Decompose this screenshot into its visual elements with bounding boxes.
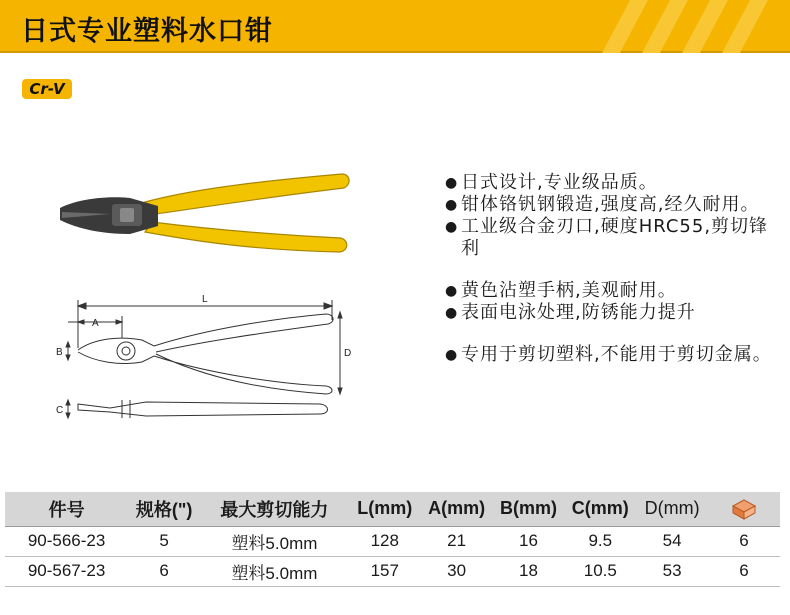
col-header-B: B(mm) [493, 492, 565, 526]
table-row [5, 526, 780, 556]
bullet-icon: ● [445, 219, 458, 235]
dim-label-C: C [56, 405, 64, 416]
cell-D: 53 [636, 556, 708, 586]
bullet-icon: ● [445, 347, 458, 363]
header-stripes-decoration [590, 0, 790, 53]
cell-pack: 6 [708, 526, 780, 556]
pliers-handle-top [145, 174, 349, 214]
spec-table [5, 492, 780, 587]
dim-label-L: L [202, 294, 208, 305]
cell-L: 128 [349, 526, 421, 556]
feature-item: ● 黄色沾塑手柄,美观耐用。 [445, 280, 677, 301]
bullet-icon: ● [445, 197, 458, 213]
feature-item: ● 钳体铬钒钢锻造,强度高,经久耐用。 [445, 194, 760, 215]
spec-table-container [0, 492, 790, 587]
dim-label-B: B [56, 347, 63, 358]
cell-part-no: 90-566-23 [5, 526, 128, 556]
header-bar [0, 0, 790, 53]
col-header-L: L(mm) [349, 492, 421, 526]
cell-max-cut: 塑料5.0mm [200, 526, 349, 556]
cell-C: 9.5 [564, 526, 636, 556]
col-header-D: D(mm) [636, 492, 708, 526]
cell-B: 16 [493, 526, 565, 556]
col-header-max-cut: 最大剪切能力 [200, 492, 349, 526]
cell-A: 21 [421, 526, 493, 556]
cell-A: 30 [421, 556, 493, 586]
feature-item: ● 日式设计,专业级品质。 [445, 172, 658, 193]
cell-size: 5 [128, 526, 200, 556]
pack-box-icon [731, 498, 757, 520]
feature-item: ● 表面电泳处理,防锈能力提升 [445, 302, 696, 323]
col-header-pack [708, 492, 780, 526]
cell-pack: 6 [708, 556, 780, 586]
feature-item: ● 专用于剪切塑料,不能用于剪切金属。 [445, 344, 772, 365]
col-header-part-no: 件号 [5, 492, 128, 526]
cell-D: 54 [636, 526, 708, 556]
bullet-icon: ● [445, 283, 458, 299]
cell-max-cut: 塑料5.0mm [200, 556, 349, 586]
pliers-handle-bottom [145, 222, 347, 252]
pliers-photo [50, 168, 355, 273]
col-header-C: C(mm) [564, 492, 636, 526]
col-header-A: A(mm) [421, 492, 493, 526]
table-header-row [5, 492, 780, 526]
feature-list [445, 172, 775, 366]
bullet-icon: ● [445, 305, 458, 321]
col-header-size: 规格(") [128, 492, 200, 526]
feature-item: ● 工业级合金刃口,硬度HRC55,剪切锋利 [445, 216, 769, 259]
dim-label-A: A [92, 318, 99, 329]
cell-size: 6 [128, 556, 200, 586]
cell-B: 18 [493, 556, 565, 586]
bullet-icon: ● [445, 175, 458, 191]
page-title: 日式专业塑料水口钳 [21, 16, 273, 47]
dimension-diagram [50, 290, 350, 430]
dim-label-D: D [344, 348, 352, 359]
material-badge: Cr-V [22, 79, 72, 99]
cell-C: 10.5 [564, 556, 636, 586]
pliers-head [60, 197, 158, 234]
cell-part-no: 90-567-23 [5, 556, 128, 586]
cell-L: 157 [349, 556, 421, 586]
table-row [5, 556, 780, 586]
